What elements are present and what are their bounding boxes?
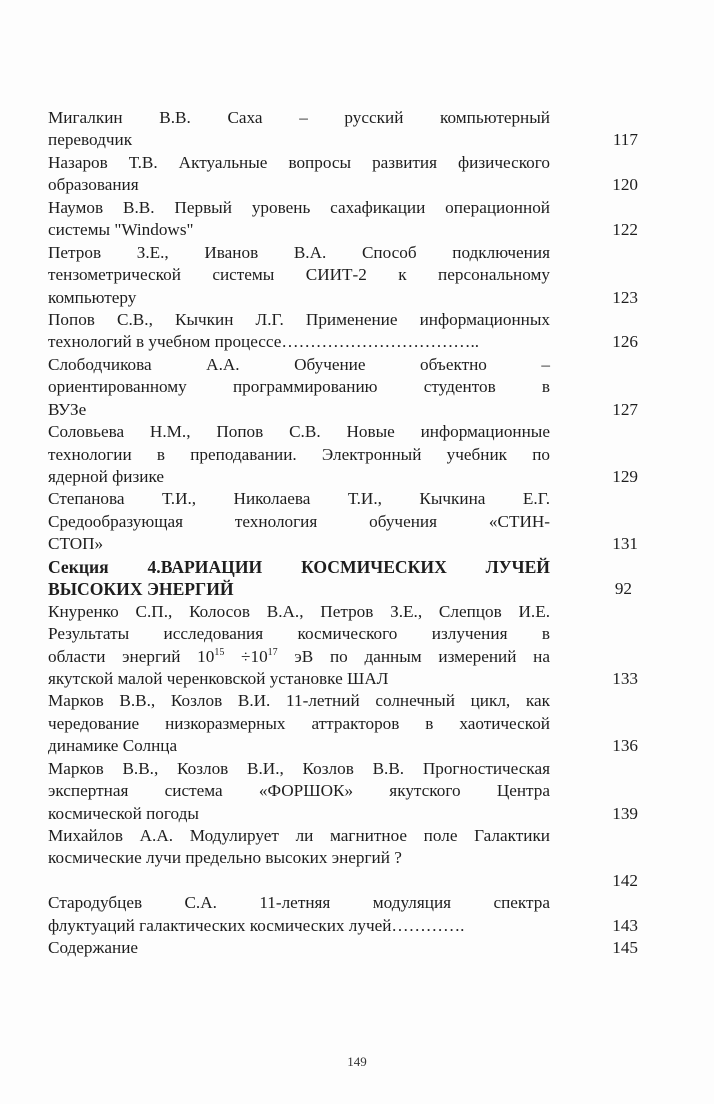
toc-entry-text: Петров З.Е., Иванов В.А. Способ подключения	[48, 242, 550, 262]
toc-line	[48, 668, 648, 690]
toc-line	[48, 197, 648, 219]
table-of-contents	[48, 107, 648, 960]
toc-entry-text: Кнуренко С.П., Колосов В.А., Петров З.Е., Слепцов И.Е.	[48, 601, 550, 621]
toc-entry-text: переводчик	[48, 130, 133, 150]
toc-page-number: 127	[612, 399, 638, 419]
toc-line	[48, 892, 648, 914]
toc-line	[48, 242, 648, 264]
toc-line	[48, 107, 648, 129]
toc-entry-text: ВУЗе	[48, 399, 87, 419]
toc-line	[48, 444, 648, 466]
toc-line	[48, 331, 648, 353]
toc-page-number: 133	[612, 668, 638, 688]
toc-entry-text: СТОП»	[48, 534, 104, 554]
toc-entry-text: Попов С.В., Кычкин Л.Г. Применение информационных	[48, 309, 550, 329]
toc-entry-text: Соловьева Н.М., Попов С.В. Новые информационные	[48, 422, 550, 442]
toc-page-number: 145	[612, 938, 638, 958]
toc-line	[48, 601, 648, 623]
toc-line	[48, 466, 648, 488]
toc-entry-text: Мигалкин В.В. Саха – русский компьютерный	[48, 108, 550, 127]
toc-line	[48, 758, 648, 780]
toc-entry-text: ориентированному программированию студентов в	[48, 377, 550, 397]
toc-entry-text: Результаты исследования космического излучения в	[48, 624, 550, 644]
toc-page-number: 131	[612, 534, 638, 554]
superscript-exponent: 15	[214, 646, 225, 658]
toc-page-number: 120	[612, 175, 638, 195]
toc-entry-text: Средообразующая технология обучения «СТИН-	[48, 511, 550, 531]
toc-entry-text: Марков В.В., Козлов В.И. 11-летний солнечный цикл, как	[48, 691, 550, 711]
section-heading-text: Секция 4.ВАРИАЦИИ КОСМИЧЕСКИХ ЛУЧЕЙ	[48, 556, 550, 577]
toc-line	[48, 803, 648, 825]
text-fragment: области энергий 10	[48, 646, 215, 666]
toc-entry-text: флуктуаций галактических космических лучей………….	[48, 915, 465, 935]
toc-line	[48, 780, 648, 802]
toc-line	[48, 511, 648, 533]
toc-line	[48, 399, 648, 421]
toc-page-number: 129	[612, 467, 638, 486]
toc-page-number: 143	[612, 915, 638, 935]
toc-line	[48, 354, 648, 376]
page-number: 149	[347, 1054, 367, 1069]
toc-line	[48, 825, 648, 847]
toc-line	[48, 152, 648, 174]
toc-page-number: 139	[612, 803, 638, 823]
toc-page-number: 117	[612, 130, 638, 150]
toc-entry-text: якутской малой черенковской установке ШАЛ	[48, 668, 389, 688]
toc-line	[48, 735, 648, 757]
toc-page-number: 142	[612, 870, 638, 890]
section-heading-line	[48, 578, 648, 600]
toc-line	[48, 129, 648, 151]
toc-page-number: 123	[612, 287, 638, 307]
toc-page-number: 122	[612, 220, 638, 240]
toc-entry-text: динамике Солнца	[48, 736, 178, 756]
toc-line	[48, 376, 648, 398]
toc-line	[48, 488, 648, 510]
toc-entry-text: Михайлов А.А. Модулирует ли магнитное поле Галактики	[48, 826, 550, 845]
toc-entry-text: чередование низкоразмерных аттракторов в хаотической	[48, 713, 550, 733]
toc-page-number: 92	[614, 579, 632, 599]
toc-line	[48, 287, 648, 309]
toc-line	[48, 690, 648, 712]
toc-line	[48, 713, 648, 735]
toc-line	[48, 174, 648, 196]
toc-line	[48, 421, 648, 443]
toc-entry-text: Слободчикова А.А. Обучение объектно –	[48, 354, 550, 374]
toc-line	[48, 533, 648, 555]
toc-entry-text: экспертная система «ФОРШОК» якутского Центра	[48, 781, 550, 801]
toc-entry-text: Назаров Т.В. Актуальные вопросы развития физического	[48, 152, 550, 172]
toc-entry-text: тензометрической системы СИИТ-2 к персональному	[48, 265, 550, 285]
text-fragment: эВ по данным измерений на	[277, 646, 550, 666]
section-heading-text: ВЫСОКИХ ЭНЕРГИЙ	[48, 579, 234, 600]
toc-line	[48, 937, 648, 959]
toc-entry-text: Степанова Т.И., Николаева Т.И., Кычкина Е.Г.	[48, 489, 550, 509]
toc-entry-text: Содержание	[48, 938, 139, 958]
toc-line	[48, 870, 648, 892]
toc-entry-text: Наумов В.В. Первый уровень сахафикации операционной	[48, 197, 550, 217]
toc-line	[48, 915, 648, 937]
toc-line	[48, 847, 648, 869]
toc-page-number: 136	[612, 736, 638, 756]
toc-line	[48, 264, 648, 286]
toc-entry-text: системы "Windows"	[48, 220, 194, 240]
toc-entry-text: Стародубцев С.А. 11-летняя модуляция спектра	[48, 893, 550, 913]
toc-entry-text: ядерной физике	[48, 467, 165, 486]
toc-entry-text-with-exponents	[48, 646, 550, 668]
toc-page-number: 126	[612, 332, 638, 352]
toc-line	[48, 309, 648, 331]
toc-line	[48, 646, 648, 668]
toc-entry-text: компьютеру	[48, 287, 137, 307]
toc-entry-text: технологий в учебном процессе……………………………..	[48, 332, 480, 352]
toc-entry-text: космической погоды	[48, 803, 199, 823]
superscript-exponent: 17	[267, 646, 278, 658]
toc-entry-text: Марков В.В., Козлов В.И., Козлов В.В. Прогностическая	[48, 758, 550, 778]
toc-line	[48, 623, 648, 645]
section-heading-line	[48, 556, 648, 578]
toc-entry-text: космические лучи предельно высоких энергий ?	[48, 848, 402, 868]
text-fragment: ÷10	[224, 646, 268, 666]
toc-line	[48, 219, 648, 241]
toc-entry-text: технологии в преподавании. Электронный учебник по	[48, 444, 550, 464]
toc-entry-text: образования	[48, 175, 139, 195]
